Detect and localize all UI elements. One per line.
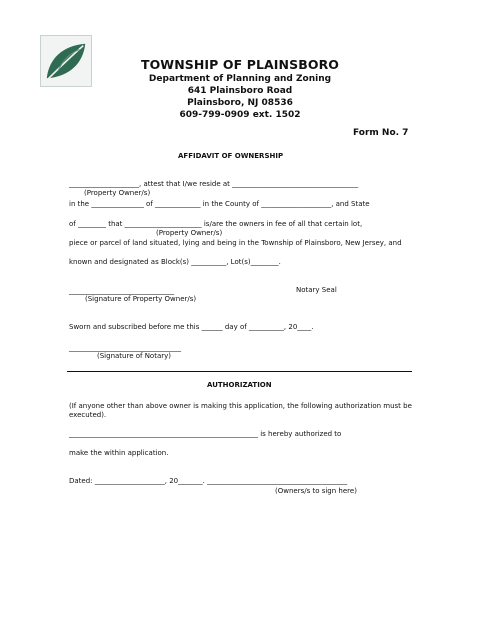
affidavit-title: AFFIDAVIT OF OWNERSHIP (178, 152, 284, 160)
affidavit-line-2: in the _______________ of _____________ in the County of ____________________, and State (69, 200, 370, 208)
authorization-intro-2: executed). (69, 411, 107, 419)
property-owner-label-1: (Property Owner/s) (84, 189, 151, 197)
notary-signature-label: (Signature of Notary) (97, 352, 172, 360)
street-address: 641 Plainsboro Road (187, 86, 293, 96)
block-lot-line: known and designated as Block(s) __________, Lot(s)________. (69, 258, 281, 266)
township-title: TOWNSHIP OF PLAINSBORO (140, 57, 340, 72)
notary-signature-line: ________________________________ (69, 344, 181, 352)
make-application-line: make the within application. (69, 449, 169, 457)
affidavit-line-3: of ________ that ______________________ is/are the owners in fee of all that certain lot, (69, 220, 363, 228)
owner-signature-label: (Signature of Property Owner/s) (85, 295, 197, 303)
owners-sign-label: (Owners/s to sign here) (275, 487, 357, 495)
section-divider (67, 371, 412, 372)
sworn-statement: Sworn and subscribed before me this ______ day of __________, 20____. (69, 323, 314, 331)
authorization-title: AUTHORIZATION (207, 381, 272, 389)
property-owner-label-2: (Property Owner/s) (156, 229, 223, 237)
form-number: Form No. 7 (353, 128, 409, 138)
department-name: Department of Planning and Zoning (148, 74, 332, 84)
affidavit-line-1: ____________________, attest that I/we reside at ____________________________________ (69, 180, 359, 188)
dated-line: Dated: ____________________, 20_______. ________________________________________ (69, 477, 348, 485)
notary-seal-label: Notary Seal (296, 286, 337, 294)
owner-signature-line: ______________________________ (69, 287, 174, 295)
affidavit-line-4: piece or parcel of land situated, lying and being in the Township of Plainsboro, New Jersey, and (69, 239, 402, 247)
city-address: Plainsboro, NJ 08536 (187, 98, 293, 108)
authorized-person-line: ______________________________________________________ is hereby authorized to (69, 430, 342, 438)
authorization-intro-1: (If anyone other than above owner is making this application, the following authorization must be (69, 402, 412, 410)
phone-number: 609-799-0909 ext. 1502 (179, 110, 301, 120)
